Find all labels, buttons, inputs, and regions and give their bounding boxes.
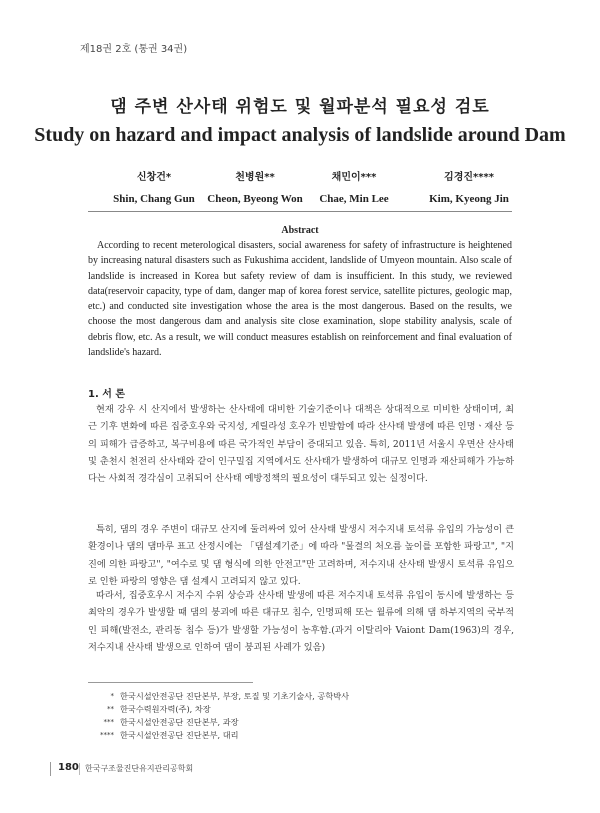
footer-left-bar (50, 762, 51, 776)
author-4-english-name: Kim, Kyeong Jin (429, 193, 509, 205)
author-2-korean-name: 천병원** (235, 172, 275, 183)
abstract-heading: Abstract (281, 225, 319, 236)
author-1-english-name: Shin, Chang Gun (113, 193, 195, 205)
footnote-marker: **** (100, 730, 114, 739)
page-number: 180 (58, 762, 79, 773)
journal-issue-header: 제18권 2호 (통권 34권) (80, 44, 188, 55)
section-heading-introduction: 1. 서 론 (88, 389, 126, 400)
footnote-rule (88, 682, 253, 683)
title-korean: 댐 주변 산사태 위험도 및 월파분석 필요성 검토 (110, 97, 490, 117)
author-3-korean-name: 채민이*** (331, 172, 377, 183)
author-3-english-name: Chae, Min Lee (319, 193, 389, 205)
footnote-item (84, 703, 484, 716)
abstract-top-rule (88, 211, 512, 212)
footnote-marker: *** (103, 717, 114, 726)
intro-paragraph-3: 따라서, 집중호우시 저수지 수위 상승과 산사태 발생에 따른 저수지내 토석류 유입이 동시에 발생하는 등 최악의 경우가 발생할 때 댐의 붕괴에 따른 대규모 침수, 인명피해 또는 월류에 의해 댐 하부지역의 국부적인 피해(발전소, 관리동 침수 등)가 발생할 가능성이 농후함.(과거 이탈리아 Vaiont Dam(1963)의 경우, 저수지내 산사태 발생으로 인하여 댐이 붕괴된 사례가 있음) (88, 590, 514, 653)
footnote-marker: * (110, 692, 114, 700)
author-4 (394, 168, 544, 205)
author-2-english-name: Cheon, Byeong Won (207, 193, 303, 205)
footer-journal-name: 한국구조물진단유지관리공학회 (85, 764, 194, 773)
footnote-item (84, 690, 484, 703)
footnote-text: 한국시설안전공단 진단본부, 부장, 토질 및 기초기술사, 공학박사 (120, 691, 350, 701)
footer-separator (79, 763, 80, 775)
abstract-text: According to recent meterological disasters, social awareness for safety of infrastructure is heightened by increasing natural disasters such as Fukushima accident, landslide of Umyeon mountain. Also scale of landslide is increased in Korea but safety review of dam is insufficient. In this study, we reviewed data(reservoir capacity, type of dam, danger map of korea forest service, satellite pictures, geologic map, etc.) and conducted site investigation whose the area is the most dangerous. Based on the results, we choose the most dangerous dam and analysis site close examination, slope stability analysis, scale of debris flow, etc. As a result, we will conduct measures establish on reinforcement and final evaluation of landslide's hazard. (88, 240, 512, 359)
footnote-item (84, 729, 484, 742)
footnotes (84, 690, 484, 742)
intro-paragraph-1: 현재 강우 시 산지에서 발생하는 산사태에 대비한 기술기준이나 대책은 상대적으로 미비한 상태이며, 최근 기후 변화에 따른 집중호우와 국지성, 게릴라성 호우가 빈발함에 따라 산사태 발생에 따른 인명ㆍ재산 등의 피해가 급증하고, 복구비용에 따른 국가적인 부담이 증대되고 있음. 특히, 2011년 서울시 우면산 산사태 및 춘천시 천전리 산사태와 같이 인구밀집 지역에서도 산사태가 발생하여 대규모 인명과 재산피해가 가능하다는 사회적 경각심이 고취되어 산사태 예방정책의 필요성이 대두되고 있는 실정이다. (88, 404, 514, 485)
footnote-text: 한국수력원자력(주), 차장 (120, 703, 211, 714)
footnote-text: 한국시설안전공단 진단본부, 과장 (120, 716, 239, 727)
footnote-item (84, 716, 484, 729)
title-english: Study on hazard and impact analysis of landslide around Dam (34, 124, 566, 146)
footnote-marker: ** (107, 704, 114, 713)
intro-paragraph-2: 특히, 댐의 경우 주변이 대규모 산지에 둘러싸여 있어 산사태 발생시 저수지내 토석류 유입의 가능성이 큰 환경이나 댐의 댐마루 표고 산정시에는 「댐설계기준」에 따라 "물결의 처오름 높이를 포함한 파랑고", "지진에 의한 파랑고", "여수로 및 댐 형식에 의한 안전고"만 고려하며, 저수지내 산사태 발생시 토석류 유입으로 인한 파랑의 영향은 댐 설계시 고려되지 않고 있다. (88, 524, 514, 587)
footnote-text: 한국시설안전공단 진단본부, 대리 (120, 729, 239, 740)
author-4-korean-name: 김경진**** (444, 172, 494, 183)
author-1-korean-name: 신창건* (136, 172, 172, 183)
